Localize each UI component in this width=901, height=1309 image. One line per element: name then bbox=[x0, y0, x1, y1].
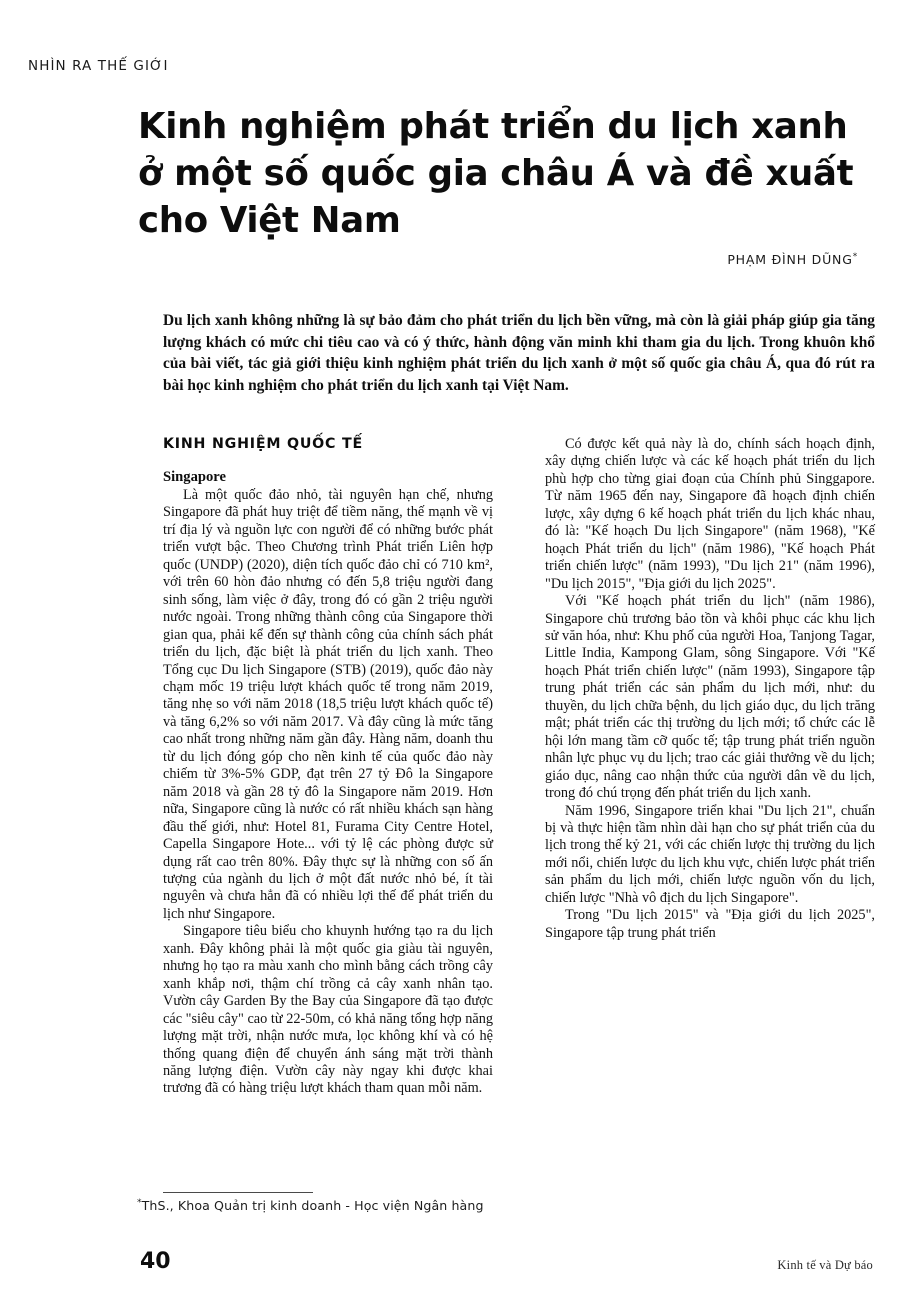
paragraph: Năm 1996, Singapore triển khai "Du lịch 21", chuẩn bị và thực hiện tầm nhìn dài hạn cho sự phát triển của du lịch trong thế kỷ 21, với các chiến lược thị trường du lịch mới nổi, chiến lược du lịch khu vực, chiến lược phát triển sản phẩm du lịch mới, chiến lược nguồn vốn du lịch, chiến lược "Nhà vô địch du lịch Singapore". bbox=[545, 802, 875, 906]
paragraph: Với "Kế hoạch phát triển du lịch" (năm 1986), Singapore chủ trương bảo tồn và khôi phục các khu lịch sử văn hóa, như: Khu phố của người Hoa, Tanjong Tagar, Little India, Kampong Glam, sông Singapore. Với "Kế hoạch Phát triển chiến lược" (năm 1993), Singapore tập trung phát triển các sản phẩm du lịch mới, như: du thuyền, du lịch chữa bệnh, du lịch giáo dục, du lịch trăng mật; phát triển các thị trường du lịch mới; tổ chức các lễ hội lớn mang tầm cỡ quốc tế; tập trung phát triển nguồn nhân lực phục vụ du lịch; trao các giải thưởng về du lịch; giáo dục, nâng cao nhận thức của người dân về du lịch, trong đó chú trọng đến phát triển du lịch xanh. bbox=[545, 593, 875, 802]
paragraph: Là một quốc đảo nhỏ, tài nguyên hạn chế, nhưng Singapore đã phát huy triệt để tiềm năng, thế mạnh về vị trí địa lý và nguồn lực con người để có những bước phát triển vượt bậc. Theo Chương trình Phát triển Liên hợp quốc (UNDP) (2020), diện tích quốc đảo chỉ có 710 km², với trên 60 hòn đảo nhưng có đến 5,8 triệu người đang sinh sống, làm việc ở đây, trong đó có gần 2 triệu người nước ngoài. Trong những thành công của Singapore thời gian qua, phải kể đến sự thành công của chính sách phát triển du lịch, đặc biệt là phát triển du lịch xanh. Theo Tổng cục Du lịch Singapore (STB) (2019), quốc đảo này chạm mốc 19 triệu lượt khách quốc tế trong năm 2019, tăng nhẹ so với năm 2018 (18,5 triệu lượt khách quốc tế) và tăng 6,2% so với năm 2017. Và đây cũng là mức tăng cao nhất trong những năm gần đây. Hàng năm, doanh thu từ du lịch đóng góp cho nền kinh tế của quốc đảo này chiếm từ 3%-5% GDP, đạt trên 27 tỷ Đô la Singapore năm 2018 và gần 28 tỷ đô la Singapore năm 2019. Hơn nữa, Singapore cũng là nước có rất nhiều khách sạn hàng đầu thế giới, như: Hotel 81, Furama City Centre Hotel, Capella Singapore Hote... với tỷ lệ các phòng được sử dụng rất cao trên 80%. Đây thực sự là những con số ấn tượng của ngành du lịch ở một đất nước nhỏ bé, ít tài nguyên và chưa hẳn đã có nhiều lợi thế để phát triển du lịch như Singapore. bbox=[163, 487, 493, 922]
article-title-line-3: cho Việt Nam bbox=[138, 200, 401, 241]
paragraph: Có được kết quả này là do, chính sách hoạch định, xây dựng chiến lược và các kế hoạch phát triển du lịch phù hợp cho từng giai đoạn của Chính phủ Singgapore. Từ năm 1965 đến nay, Singapore đã hoạch định chiến lược, xây dựng 6 kế hoạch phát triển du lịch khác nhau, đó là: "Kế hoạch Du lịch Singapore" (năm 1968), "Kế hoạch Phát triển du lịch" (năm 1986), "Kế hoạch Phát triển chiến lược" (năm 1993), "Du lịch 21" (năm 1996), "Du lịch 2015", "Địa giới du lịch 2025". bbox=[545, 436, 875, 592]
column-left bbox=[163, 436, 493, 1181]
paragraph: Singapore tiêu biểu cho khuynh hướng tạo ra du lịch xanh. Đây không phải là một quốc gia giàu tài nguyên, nhưng họ tạo ra màu xanh cho mình bằng cách trồng cây xanh khắp nơi, thậm chí trồng cả cây xanh nhân tạo. Vườn cây Garden By the Bay của Singapore đã tạo được các "siêu cây" cao từ 22-50m, có khả năng tổng hợp năng lượng mặt trời, nhận nước mưa, lọc không khí và có hệ thống quang điện để chuyển ánh sáng mặt trời thành năng lượng điện. Vườn cây này ngay khi được khai trương đã có hàng triệu lượt khách tham quan mỗi năm. bbox=[163, 923, 493, 1097]
footnote-marker: * bbox=[137, 1198, 142, 1208]
article-title-block bbox=[110, 103, 880, 267]
footnote-separator-rule bbox=[163, 1192, 313, 1193]
body-columns bbox=[163, 436, 875, 1181]
author-byline bbox=[110, 252, 880, 267]
article-title-line-2: ở một số quốc gia châu Á và đề xuất bbox=[138, 153, 854, 194]
author-footnote-marker: * bbox=[852, 252, 858, 262]
article-title-line-1: Kinh nghiệm phát triển du lịch xanh bbox=[138, 106, 848, 147]
article-abstract: Du lịch xanh không những là sự bảo đảm cho phát triển du lịch bền vững, mà còn là giải pháp giúp gia tăng lượng khách có mức chi tiêu cao và có ý thức, hành động văn minh khi tham gia du lịch. Trong khuôn khổ của bài viết, tác giả giới thiệu kinh nghiệm phát triển du lịch xanh ở một số quốc gia châu Á, qua đó rút ra bài học kinh nghiệm cho phát triển du lịch xanh tại Việt Nam. bbox=[163, 312, 875, 394]
author-affiliation-footnote bbox=[137, 1198, 484, 1213]
section-heading-international-experience: KINH NGHIỆM QUỐC TẾ bbox=[163, 436, 363, 452]
journal-name: Kinh tế và Dự báo bbox=[777, 1258, 873, 1272]
page-number: 40 bbox=[140, 1249, 171, 1274]
subsection-heading-singapore: Singapore bbox=[163, 469, 226, 485]
column-right bbox=[545, 436, 875, 1181]
running-head: NHÌN RA THẾ GIỚI bbox=[28, 58, 169, 74]
author-name: PHẠM ĐÌNH DŨNG bbox=[727, 252, 853, 268]
footnote-text: ThS., Khoa Quản trị kinh doanh - Học viện Ngân hàng bbox=[141, 1198, 484, 1214]
paragraph: Trong "Du lịch 2015" và "Địa giới du lịch 2025", Singapore tập trung phát triển bbox=[545, 907, 875, 941]
